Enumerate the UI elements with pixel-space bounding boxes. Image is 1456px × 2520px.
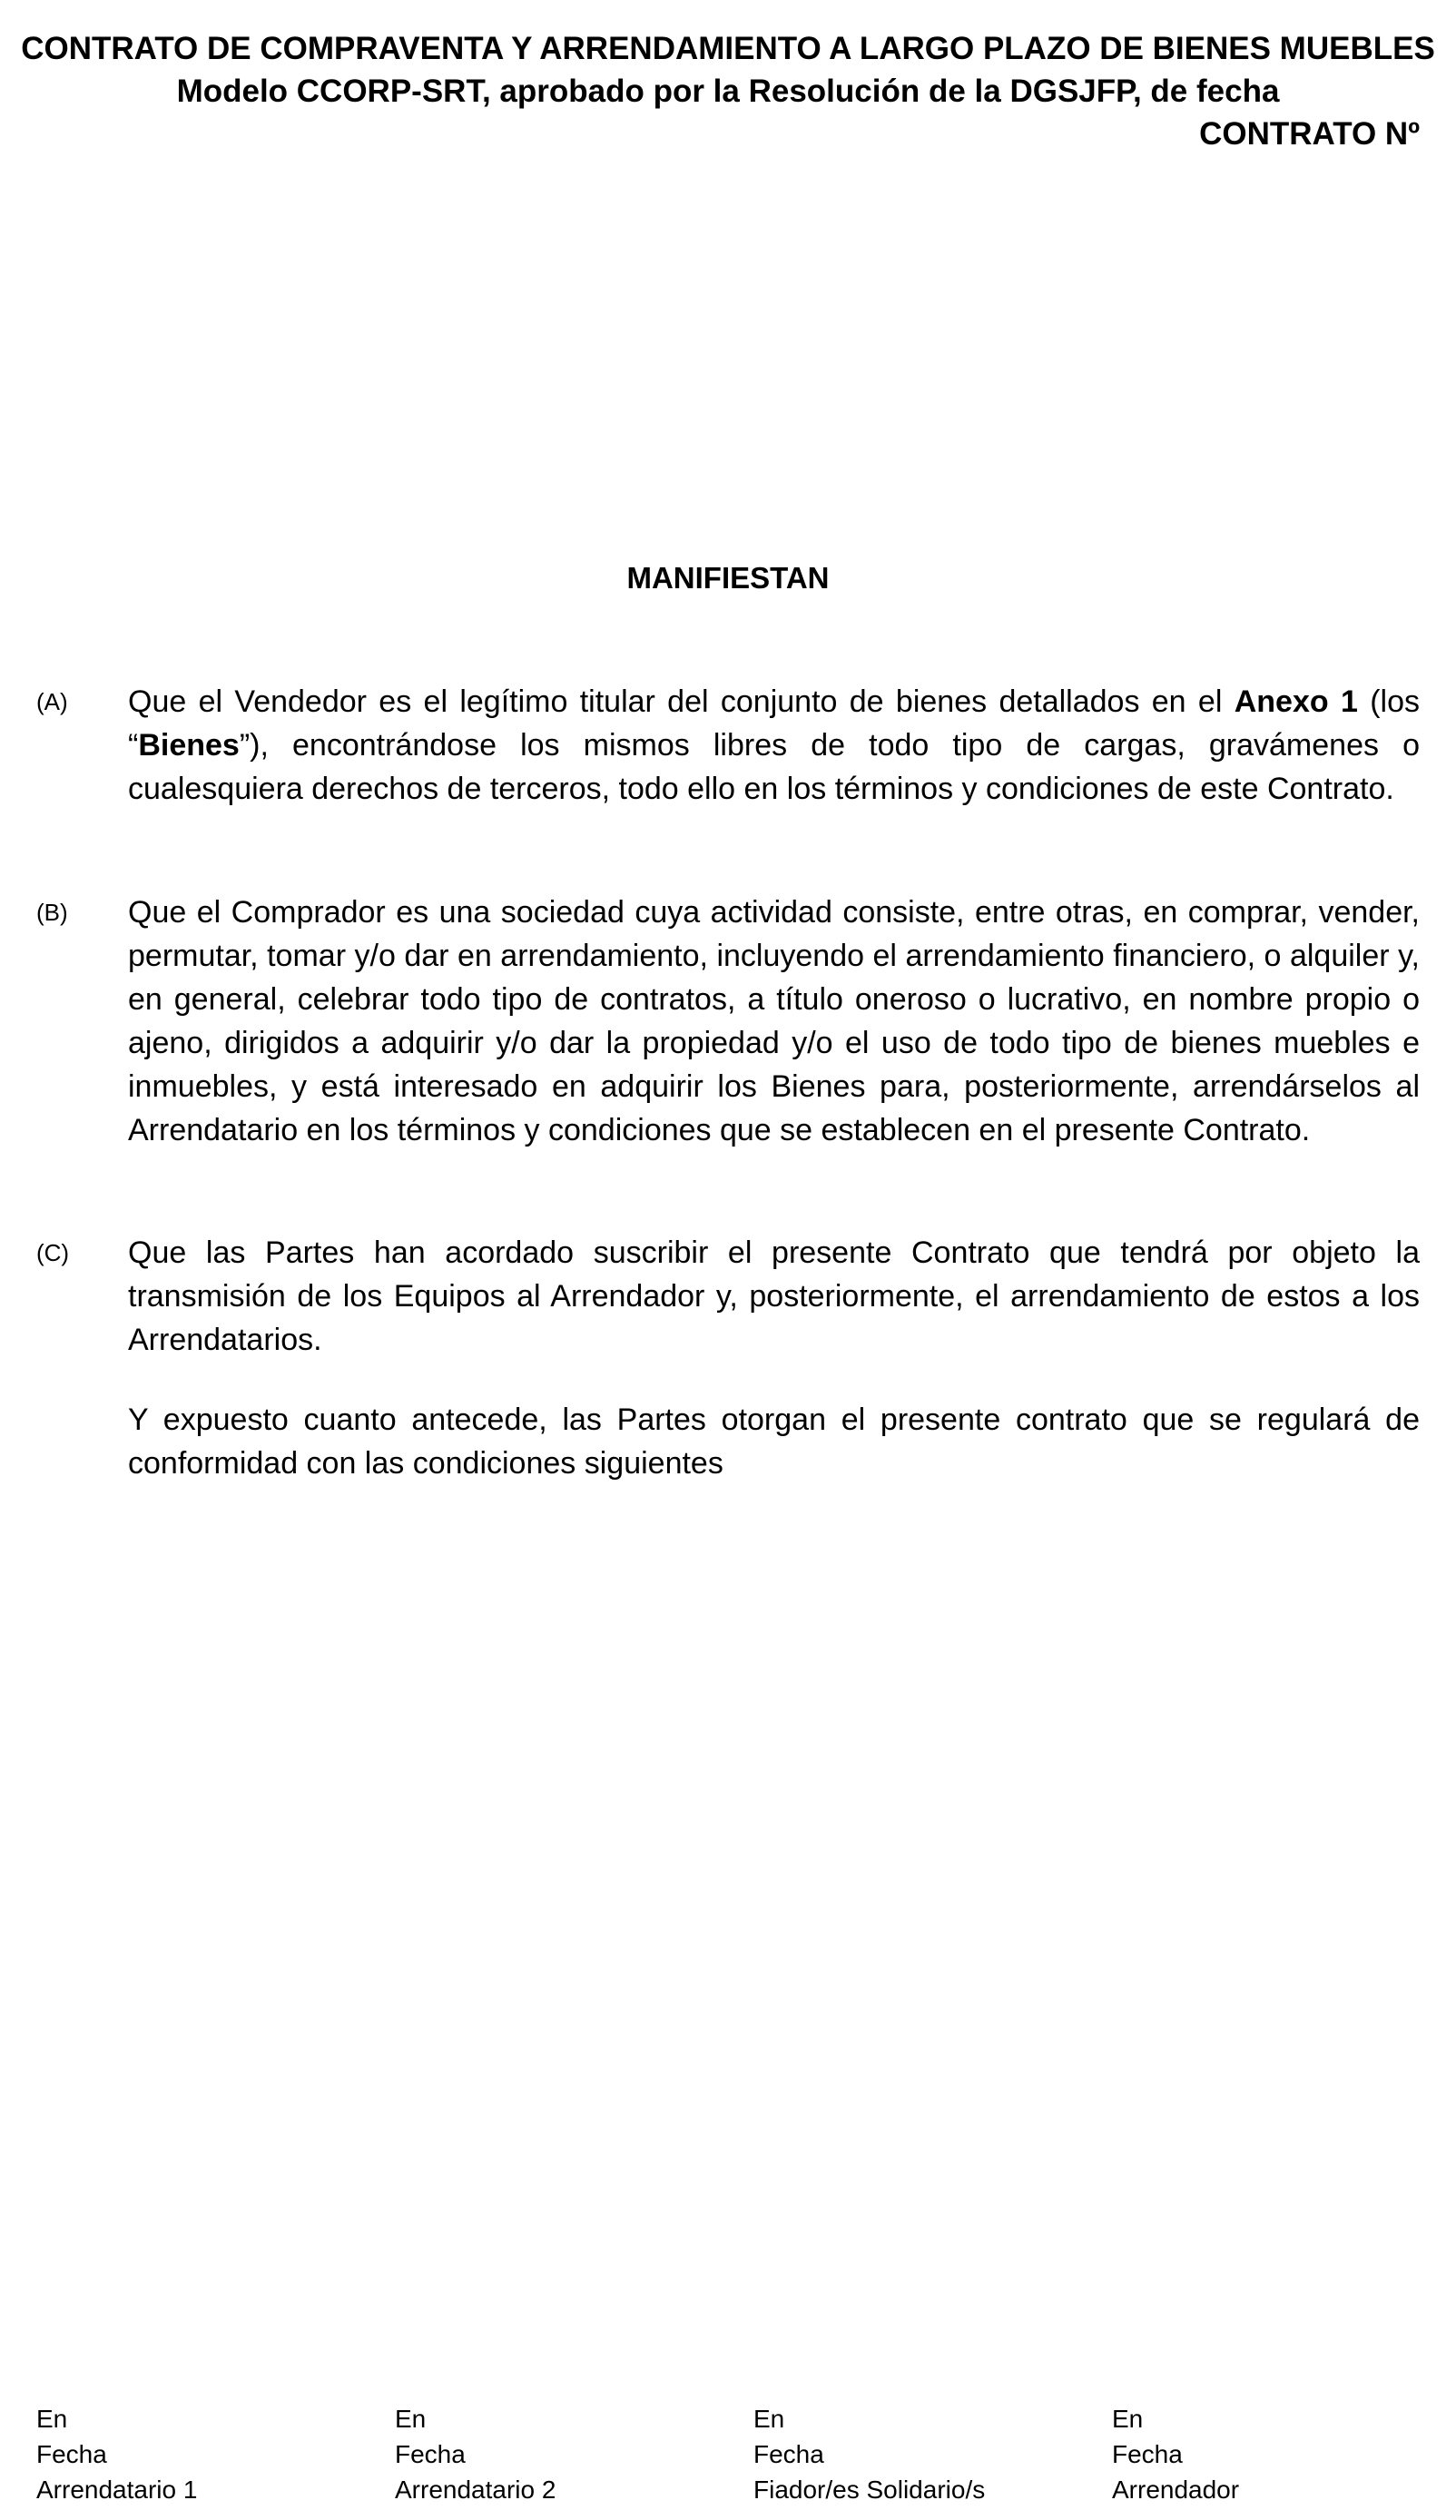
signature-party: Arrendatario 2 <box>395 2476 556 2504</box>
signature-party: Arrendador <box>1112 2476 1240 2504</box>
signature-place-label: En <box>395 2405 427 2433</box>
clause-text: Que el Comprador es una sociedad cuya actividad consiste, entre otras, en comprar, vender, permutar, tomar y/o dar en arrendamiento, incluyendo el arrendamiento financiero, o alquiler y, en general, celebrar todo tipo de contratos, a título oneroso o lucrativo, en nombre propio o ajeno, dirigidos a adquirir y/o dar la propiedad y/o el uso de todo tipo de bienes muebles e inmuebles, y está interesado en adquirir los Bienes para, posteriormente, arrendárselos al Arrendatario en los términos y condiciones que se establecen en el presente Contrato. <box>128 895 1420 1147</box>
closing-text: Y expuesto cuanto antecede, las Partes otorgan el presente contrato que se regulará de conformidad con las condiciones siguientes <box>128 1403 1420 1481</box>
clause-marker: (A) <box>36 688 68 715</box>
signature-date-label: Fecha <box>1112 2440 1183 2468</box>
clause-b <box>36 891 1420 1152</box>
signature-party: Arrendatario 1 <box>36 2476 198 2504</box>
clause-text <box>128 680 1420 811</box>
signature-date-label: Fecha <box>753 2440 824 2468</box>
signature-party: Fiador/es Solidario/s <box>753 2476 986 2504</box>
closing-paragraph <box>36 1398 1420 1485</box>
section-title: MANIFIESTAN <box>626 561 830 595</box>
document-subtitle: Modelo CCORP-SRT, aprobado por la Resolución de la DGSJFP, de fecha <box>176 74 1280 109</box>
contract-number-label: CONTRATO Nº <box>1199 116 1420 152</box>
signature-column <box>36 2401 197 2507</box>
signature-column <box>395 2401 556 2507</box>
signature-place-label: En <box>36 2405 68 2433</box>
signature-place-label: En <box>1112 2405 1144 2433</box>
clause-c <box>36 1231 1420 1362</box>
signature-date-label: Fecha <box>36 2440 107 2468</box>
clause-text-part: ”), encontrándose los mismos libres de todo tipo de cargas, gravámenes o cualesquiera derechos de terceros, todo ello en los términos y condiciones de este Contrato. <box>128 728 1420 806</box>
annex-reference: Anexo 1 <box>1234 684 1358 719</box>
signature-column <box>1112 2401 1239 2507</box>
clause-text-part: Que el Vendedor es el legítimo titular del conjunto de bienes detallados en el <box>128 684 1235 719</box>
clause-text: Que las Partes han acordado suscribir el presente Contrato que tendrá por objeto la transmisión de los Equipos al Arrendador y, posteriormente, el arrendamiento de estos a los Arrendatarios. <box>128 1235 1420 1357</box>
document-title: CONTRATO DE COMPRAVENTA Y ARRENDAMIENTO A LARGO PLAZO DE BIENES MUEBLES <box>21 31 1435 66</box>
clause-marker: (B) <box>36 899 68 926</box>
clause-a <box>36 680 1420 811</box>
signature-column <box>753 2401 985 2507</box>
document-header <box>0 27 1456 155</box>
clause-text-part: (los “ <box>128 684 1421 763</box>
defined-term: Bienes <box>138 728 240 763</box>
clause-marker: (C) <box>36 1239 70 1266</box>
signature-place-label: En <box>753 2405 785 2433</box>
signature-date-label: Fecha <box>395 2440 466 2468</box>
